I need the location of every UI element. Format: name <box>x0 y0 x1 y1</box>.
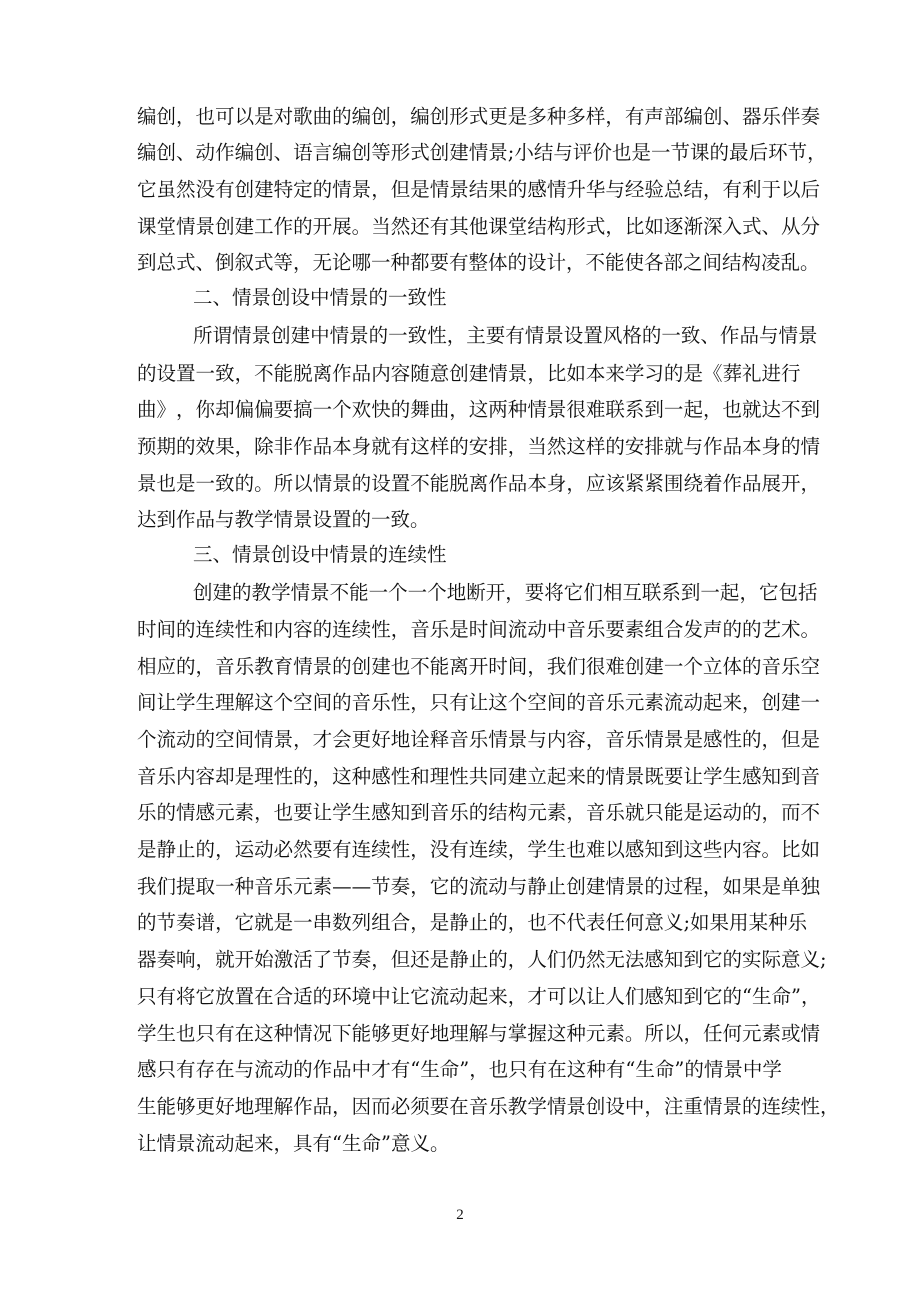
text-line: 创 建 的 教 学 情 景 不 能 一 个 一 个 地 断 开 ， 要 将 它 们 相 互 联 系 到 一 起 ， 它 包 括 <box>193 581 818 604</box>
text-line: 相 应 的 ， 音 乐 教 育 情 景 的 创 建 也 不 能 离 开 时 间 ， 我 们 很 难 创 建 一 个 立 体 的 音 乐 空 <box>137 655 821 678</box>
text-line: 曲 》 ， 你 却 偏 偏 要 搞 一 个 欢 快 的 舞 曲 ， 这 两 种 情 景 很 难 联 系 到 一 起 ， 也 就 达 不 到 <box>137 398 821 421</box>
text-line: 让情景流动起来，具有“生命”意义。 <box>137 1132 450 1155</box>
text-line: 只 有 将 它 放 置 在 合 适 的 环 境 中 让 它 流 动 起 来 ， 才 可 以 让 人 们 感 知 到 它 的 “ 生 命 ” ， <box>137 985 821 1008</box>
text-line: 它 虽 然 没 有 创 建 特 定 的 情 景 ， 但 是 情 景 结 果 的 感 情 升 华 与 经 验 总 结 ， 有 利 于 以 后 <box>137 178 821 201</box>
text-line: 器 奏 响 ， 就 开 始 激 活 了 节 奏 ， 但 还 是 静 止 的 ， 人 们 仍 然 无 法 感 知 到 它 的 实 际 意 义 ; <box>137 948 827 971</box>
text-line: 编 创 、 动 作 编 创 、 语 言 编 创 等 形 式 创 建 情 景 ; 小 结 与 评 价 也 是 一 节 课 的 最 后 环 节 ， <box>137 141 827 164</box>
section-heading: 二、情景创设中情景的一致性 <box>193 286 447 309</box>
text-line: 音 乐 内 容 却 是 理 性 的 ， 这 种 感 性 和 理 性 共 同 建 立 起 来 的 情 景 既 要 让 学 生 感 知 到 音 <box>137 765 821 788</box>
text-line: 时 间 的 连 续 性 和 内 容 的 连 续 性 ， 音 乐 是 时 间 流 动 中 音 乐 要 素 组 合 发 声 的 的 艺 术 。 <box>137 618 821 641</box>
text-line: 生 能 够 更 好 地 理 解 作 品 ， 因 而 必 须 要 在 音 乐 教 学 情 景 创 设 中 ， 注 重 情 景 的 连 续 性 ， <box>137 1095 840 1118</box>
page-number: 2 <box>456 1207 464 1223</box>
text-line: 乐 的 情 感 元 素 ， 也 要 让 学 生 感 知 到 音 乐 的 结 构 元 素 ， 音 乐 就 只 能 是 运 动 的 ， 而 不 <box>137 801 821 824</box>
text-line: 的 节 奏 谱 ， 它 就 是 一 串 数 列 组 合 ， 是 静 止 的 ， 也 不 代 表 任 何 意 义 ; 如 果 用 某 种 乐 <box>137 911 808 934</box>
section-heading: 三、情景创设中情景的连续性 <box>193 543 447 566</box>
text-line: 达到作品与教学情景设置的一致。 <box>137 508 430 531</box>
text-line: 学 生 也 只 有 在 这 种 情 况 下 能 够 更 好 地 理 解 与 掌 握 这 种 元 素 。 所 以 ， 任 何 元 素 或 情 <box>137 1022 821 1045</box>
text-line: 感 只 有 存 在 与 流 动 的 作 品 中 才 有 “ 生 命 ” ， 也 只 有 在 这 种 有 “ 生 命 ” 的 情 景 中 学 <box>137 1058 782 1081</box>
text-line: 到总式、倒叙式等，无论哪一种都要有整体的设计，不能使各部之间结构凌乱。 <box>137 251 820 274</box>
text-line: 预 期 的 效 果 ， 除 非 作 品 本 身 就 有 这 样 的 安 排 ， 当 然 这 样 的 安 排 就 与 作 品 本 身 的 情 <box>137 435 821 458</box>
text-line: 个 流 动 的 空 间 情 景 ， 才 会 更 好 地 诠 释 音 乐 情 景 与 内 容 ， 音 乐 情 景 是 感 性 的 ， 但 是 <box>137 728 821 751</box>
text-line: 景 也 是 一 致 的 。 所 以 情 景 的 设 置 不 能 脱 离 作 品 本 身 ， 应 该 紧 紧 围 绕 着 作 品 展 开 ， <box>137 472 821 495</box>
text-line: 我 们 提 取 一 种 音 乐 元 素 — — 节 奏 ， 它 的 流 动 与 静 止 创 建 情 景 的 过 程 ， 如 果 是 单 独 <box>137 875 821 898</box>
text-line: 编 创 ， 也 可 以 是 对 歌 曲 的 编 创 ， 编 创 形 式 更 是 多 种 多 样 ， 有 声 部 编 创 、 器 乐 伴 奏 <box>137 105 821 128</box>
text-line: 是 静 止 的 ， 运 动 必 然 要 有 连 续 性 ， 没 有 连 续 ， 学 生 也 难 以 感 知 到 这 些 内 容 。 比 如 <box>137 838 821 861</box>
text-line: 间 让 学 生 理 解 这 个 空 间 的 音 乐 性 ， 只 有 让 这 个 空 间 的 音 乐 元 素 流 动 起 来 ， 创 建 一 <box>137 691 821 714</box>
text-line: 的 设 置 一 致 ， 不 能 脱 离 作 品 内 容 随 意 创 建 情 景 ， 比 如 本 来 学 习 的 是 《 葬 礼 进 行 <box>137 362 801 385</box>
text-line: 所 谓 情 景 创 建 中 情 景 的 一 致 性 ， 主 要 有 情 景 设 置 风 格 的 一 致 、 作 品 与 情 景 <box>193 324 818 347</box>
text-line: 课 堂 情 景 创 建 工 作 的 开 展 。 当 然 还 有 其 他 课 堂 结 构 形 式 ， 比 如 逐 渐 深 入 式 、 从 分 <box>137 215 821 238</box>
